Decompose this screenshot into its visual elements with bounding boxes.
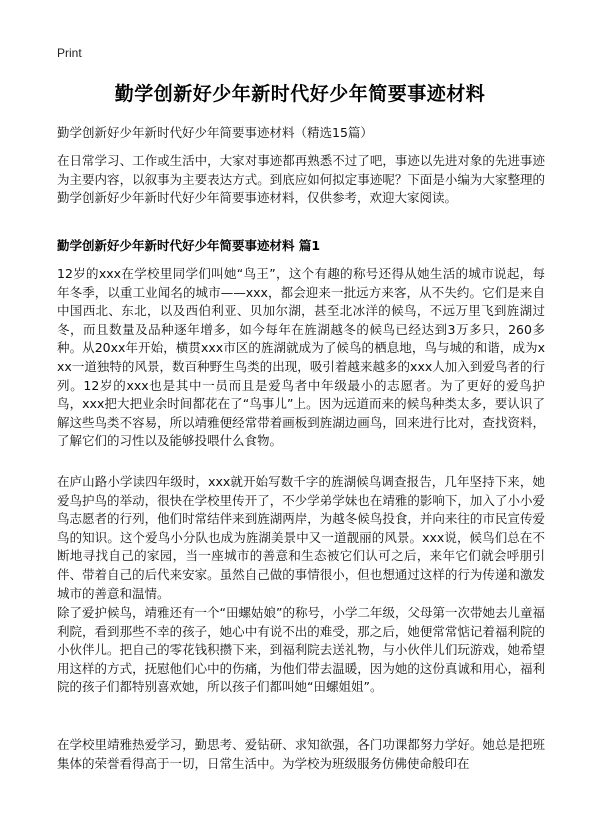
body-paragraph: 在学校里靖雅热爱学习，勤思考、爱钻研、求知欲强，各门功课都努力学好。她总是把班集体的荣誉看得高于一切，日常生活中。为学校为班级服务仿佛使命般印在 bbox=[57, 737, 545, 771]
body-paragraph: 在庐山路小学读四年级时，xxx就开始写数千字的旌湖候鸟调查报告，几年坚持下来，她爱鸟护鸟的举动，很快在学校里传开了，不少学弟学妹也在靖雅的影响下，加入了小小爱鸟志愿者的行列，他们时常结伴来到旌湖两岸，为越冬候鸟投食，并向来往的市民宣传爱鸟的知识。这个爱鸟小分队也成为旌湖美景中又一道靓丽的风景。xxx说，候鸟们总在不断地寻找自己的家园，当一座城市的善意和生态被它们认可之后，来年它们就会呼朋引伴、带着自己的后代来安家。虽然自己做的事情很小，但也想通过这样的行为传递和激发城市的善意和温情。 bbox=[57, 474, 545, 601]
page-title: 勤学创新好少年新时代好少年简要事迹材料 bbox=[114, 83, 486, 105]
section-heading: 勤学创新好少年新时代好少年简要事迹材料 篇1 bbox=[57, 238, 321, 253]
body-paragraph: 12岁的xxx在学校里同学们叫她“鸟王”，这个有趣的称号还得从她生活的城市说起，每年冬季，以重工业闻名的城市——xxx，都会迎来一批远方来客，从不失约。它们是来自中国西北、东北，以及西伯利亚、贝加尔湖，甚至北冰洋的候鸟，不远万里飞到旌湖过冬，而且数量及品种逐年增多，如今每年在旌湖越冬的候鸟已经达到3万多只，260多种。从20xx年开始，横贯xxx市区的旌湖就成为了候鸟的栖息地，鸟与城的和谐，成为xxx一道独特的风景，数百种野生鸟类的出现，吸引着越来越多的xxx人加入到爱鸟者的行列。12岁的xxx也是其中一员而且是爱鸟者中年级最小的志愿者。为了更好的爱鸟护鸟，xxx把大把业余时间都花在了“鸟事儿”上。因为远道而来的候鸟种类太多，要认识了解这些鸟类不容易，所以靖雅便经常带着画板到旌湖边画鸟，回来进行比对，查找资料，了解它们的习性以及能够投喂什么食物。 bbox=[57, 266, 545, 449]
print-label: Print bbox=[57, 46, 82, 60]
body-paragraph: 除了爱护候鸟，靖雅还有一个“田螺姑娘”的称号，小学二年级，父母第一次带她去儿童福利院，看到那些不幸的孩子，她心中有说不出的难受，那之后，她便常常惦记着福利院的小伙伴儿。把自己的零花钱积攒下来，到福利院去送礼物，与小伙伴儿们玩游戏，她希望用这样的方式，抚慰他们心中的伤痛，为他们带去温暖，因为她的这份真诚和用心，福利院的孩子们都特别喜欢她，所以孩子们都叫她“田螺姐姐”。 bbox=[57, 605, 545, 695]
document-subtitle: 勤学创新好少年新时代好少年简要事迹材料（精选15篇） bbox=[57, 125, 373, 140]
intro-paragraph: 在日常学习、工作或生活中，大家对事迹都再熟悉不过了吧，事迹以先进对象的先进事迹为主要内容，以叙事为主要表达方式。到底应如何拟定事迹呢？下面是小编为大家整理的勤学创新好少年新时代好少年简要事迹材料，仅供参考，欢迎大家阅读。 bbox=[57, 153, 545, 206]
